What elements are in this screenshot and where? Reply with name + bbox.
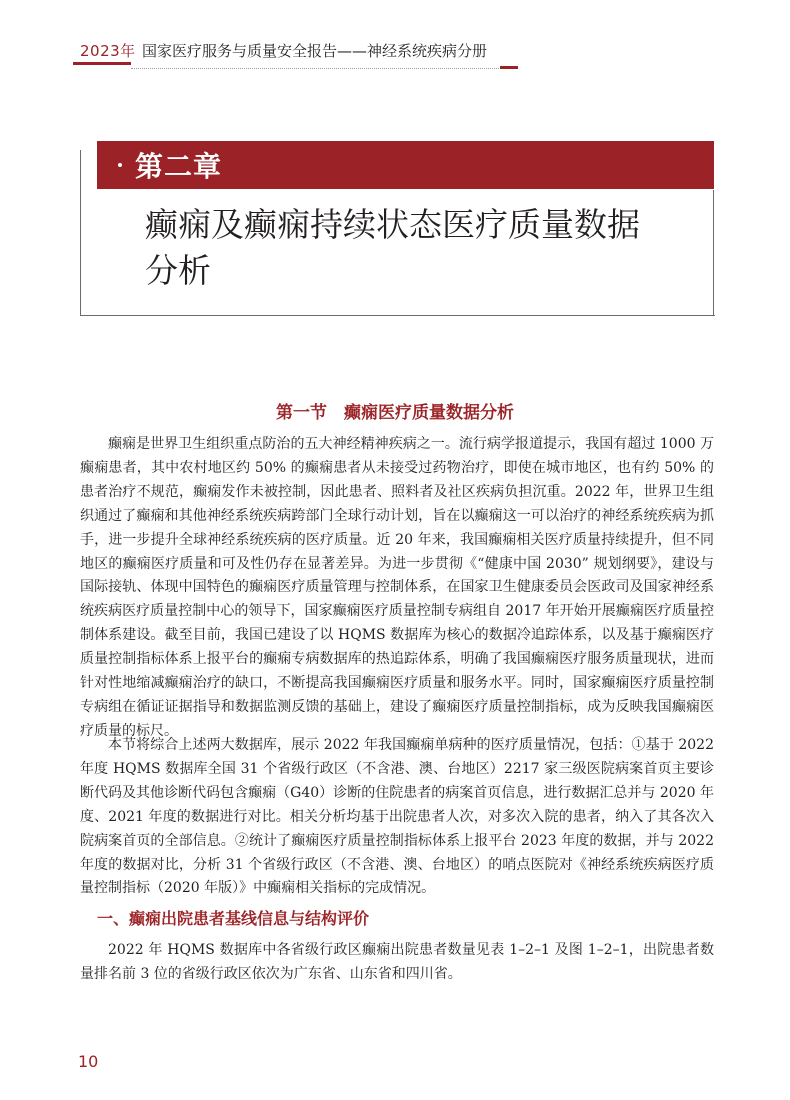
header-year: 2023年 (80, 42, 136, 60)
section-heading: 第一节 癫痫医疗质量数据分析 (276, 403, 514, 423)
chapter-title: 癫痫及癫痫持续状态医疗质量数据分析 (145, 205, 640, 290)
header-accent-bar-right (500, 66, 518, 69)
chapter-label: 第二章 (135, 150, 223, 183)
subsection-heading: 一、癫痫出院患者基线信息与结构评价 (97, 909, 370, 928)
chapter-bullet-dot (118, 163, 122, 167)
body-paragraph-3: 2022 年 HQMS 数据库中各省级行政区癫痫出院患者数量见表 1–2–1 及图 1–2–1，出院患者数量排名前 3 位的省级行政区依次为广东省、山东省和四川省。 (80, 942, 714, 982)
header-title: 国家医疗服务与质量安全报告——神经系统疾病分册 (142, 42, 488, 60)
page-number: 10 (78, 1052, 99, 1071)
body-paragraph-2: 本节将综合上述两大数据库，展示 2022 年我国癫痫单病种的医疗质量情况，包括：①基于 2022 年度 HQMS 数据库全国 31 个省级行政区（不含港、澳、台地区）2217 家三级医院病案首页主要诊断代码及其他诊断代码包含癫痫（G40）诊断的住院患者的病案首页信息，进行数据汇总并与 2020 年度、2021 年度的数据进行对比。相关分析均基于出院患者人次，对多次入院的患者，纳入了其各次入院病案首页的全部信息。②统计了癫痫医疗质量控制指标体系上报平台 2023 年度的数据，并与 2022 年度的数据对比，分析 31 个省级行政区（不含港、澳、台地区）的哨点医院对《神经系统疾病医疗质量控制指标（2020 年版）》中癫痫相关指标的完成情况。 (80, 737, 714, 897)
header-dotted-rule (131, 68, 501, 69)
body-paragraph-1: 癫痫是世界卫生组织重点防治的五大神经精神疾病之一。流行病学报道提示，我国有超过 1000 万癫痫患者，其中农村地区约 50% 的癫痫患者从未接受过药物治疗，即使在城市地区，也有约 50% 的患者治疗不规范，癫痫发作未被控制，因此患者、照料者及社区疾病负担沉重。2022 年，世界卫生组织通过了癫痫和其他神经系统疾病跨部门全球行动计划，旨在以癫痫这一可以治疗的神经系统疾病为抓手，进一步提升全球神经系统疾病的医疗质量。近 20 年来，我国癫痫相关医疗质量持续提升，但不同地区的癫痫医疗质量和可及性仍存在显著差异。为进一步贯彻《“健康中国 2030” 规划纲要》，建设与国际接轨、体现中国特色的癫痫医疗质量管理与控制体系，在国家卫生健康委员会医政司及国家神经系统疾病医疗质量控制中心的领导下，国家癫痫医疗质量控制专病组自 2017 年开始开展癫痫医疗质量控制体系建设。截至目前，我国已建设了以 HQMS 数据库为核心的数据冷追踪体系，以及基于癫痫医疗质量控制指标体系上报平台的癫痫专病数据库的热追踪体系，明确了我国癫痫医疗服务质量现状，进而针对性地缩减癫痫治疗的缺口，不断提高我国癫痫医疗质量和服务水平。同时，国家癫痫医疗质量控制专病组在循证证据指导和数据监测反馈的基础上，建设了癫痫医疗质量控制指标，成为反映我国癫痫医疗质量的标尺。 (80, 436, 714, 739)
chapter-frame-right-edge (713, 190, 714, 315)
header-accent-bar (73, 62, 131, 65)
